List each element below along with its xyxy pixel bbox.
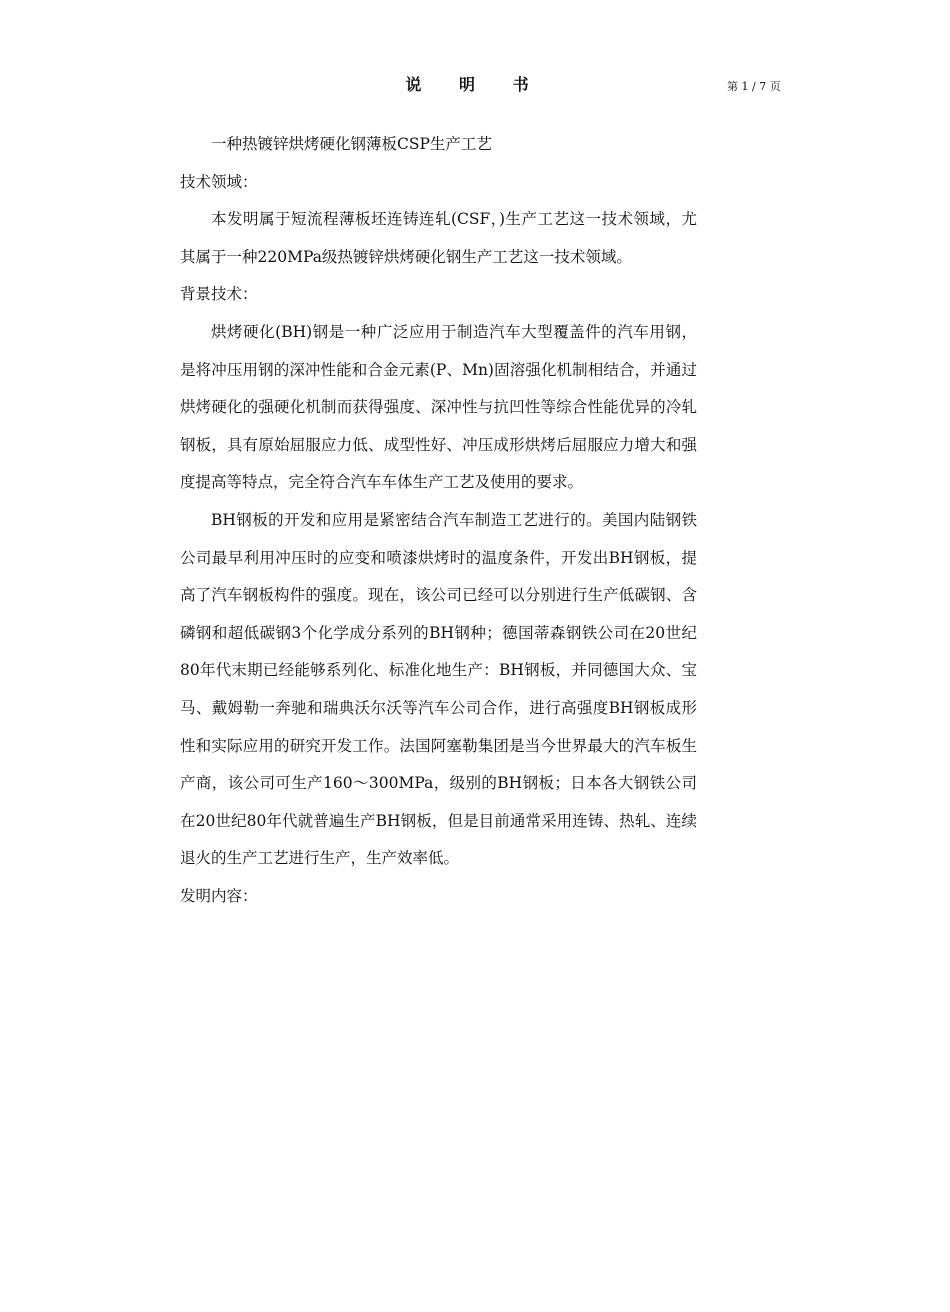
section-heading-background: 背景技术： <box>180 285 258 304</box>
invention-title: 一种热镀锌烘烤硬化钢薄板CSP生产工艺 <box>211 135 492 153</box>
technical-field-paragraph: 本发明属于短流程薄板坯连铸连轧(CSF，)生产工艺这一技术领域，尤其属于一种220MPa级热镀锌烘烤硬化钢生产工艺这一技术领域。 <box>180 210 697 266</box>
document-body <box>180 126 697 915</box>
section-heading-invention-content: 发明内容： <box>180 886 258 905</box>
page-number: 第 1 / 7 页 <box>727 80 781 93</box>
background-paragraph-1: 烘烤硬化(BH)钢是一种广泛应用于制造汽车大型覆盖件的汽车用钢，是将冲压用钢的深冲性能和合金元素(P、Mn)固溶强化机制相结合，并通过烘烤硬化的强硬化机制而获得强度、深冲性与抗凹性等综合性能优异的冷轧钢板，具有原始屈服应力低、成型性好、冲压成形烘烤后屈服应力增大和强度提高等特点，完全符合汽车车体生产工艺及使用的要求。 <box>180 322 697 492</box>
section-heading-technical-field: 技术领域： <box>180 172 258 191</box>
background-paragraph-2: BH钢板的开发和应用是紧密结合汽车制造工艺进行的。美国内陆钢铁公司最早利用冲压时的应变和喷漆烘烤时的温度条件，开发出BH钢板，提高了汽车钢板构件的强度。现在，该公司已经可以分别进行生产低碳钢、含磷钢和超低碳钢3个化学成分系列的BH钢种；德国蒂森钢铁公司在20世纪80年代末期已经能够系列化、标准化地生产：BH钢板，并同德国大众、宝马、戴姆勒一奔驰和瑞典沃尔沃等汽车公司合作，进行高强度BH钢板成形性和实际应用的研究开发工作。法国阿塞勒集团是当今世界最大的汽车板生产商，该公司可生产160～300MPa，级别的BH钢板；日本各大钢铁公司在20世纪80年代就普遍生产BH钢板，但是目前通常采用连铸、热轧、连续退火的生产工艺进行生产，生产效率低。 <box>180 510 697 868</box>
document-title: 说 明 书 <box>405 75 545 94</box>
